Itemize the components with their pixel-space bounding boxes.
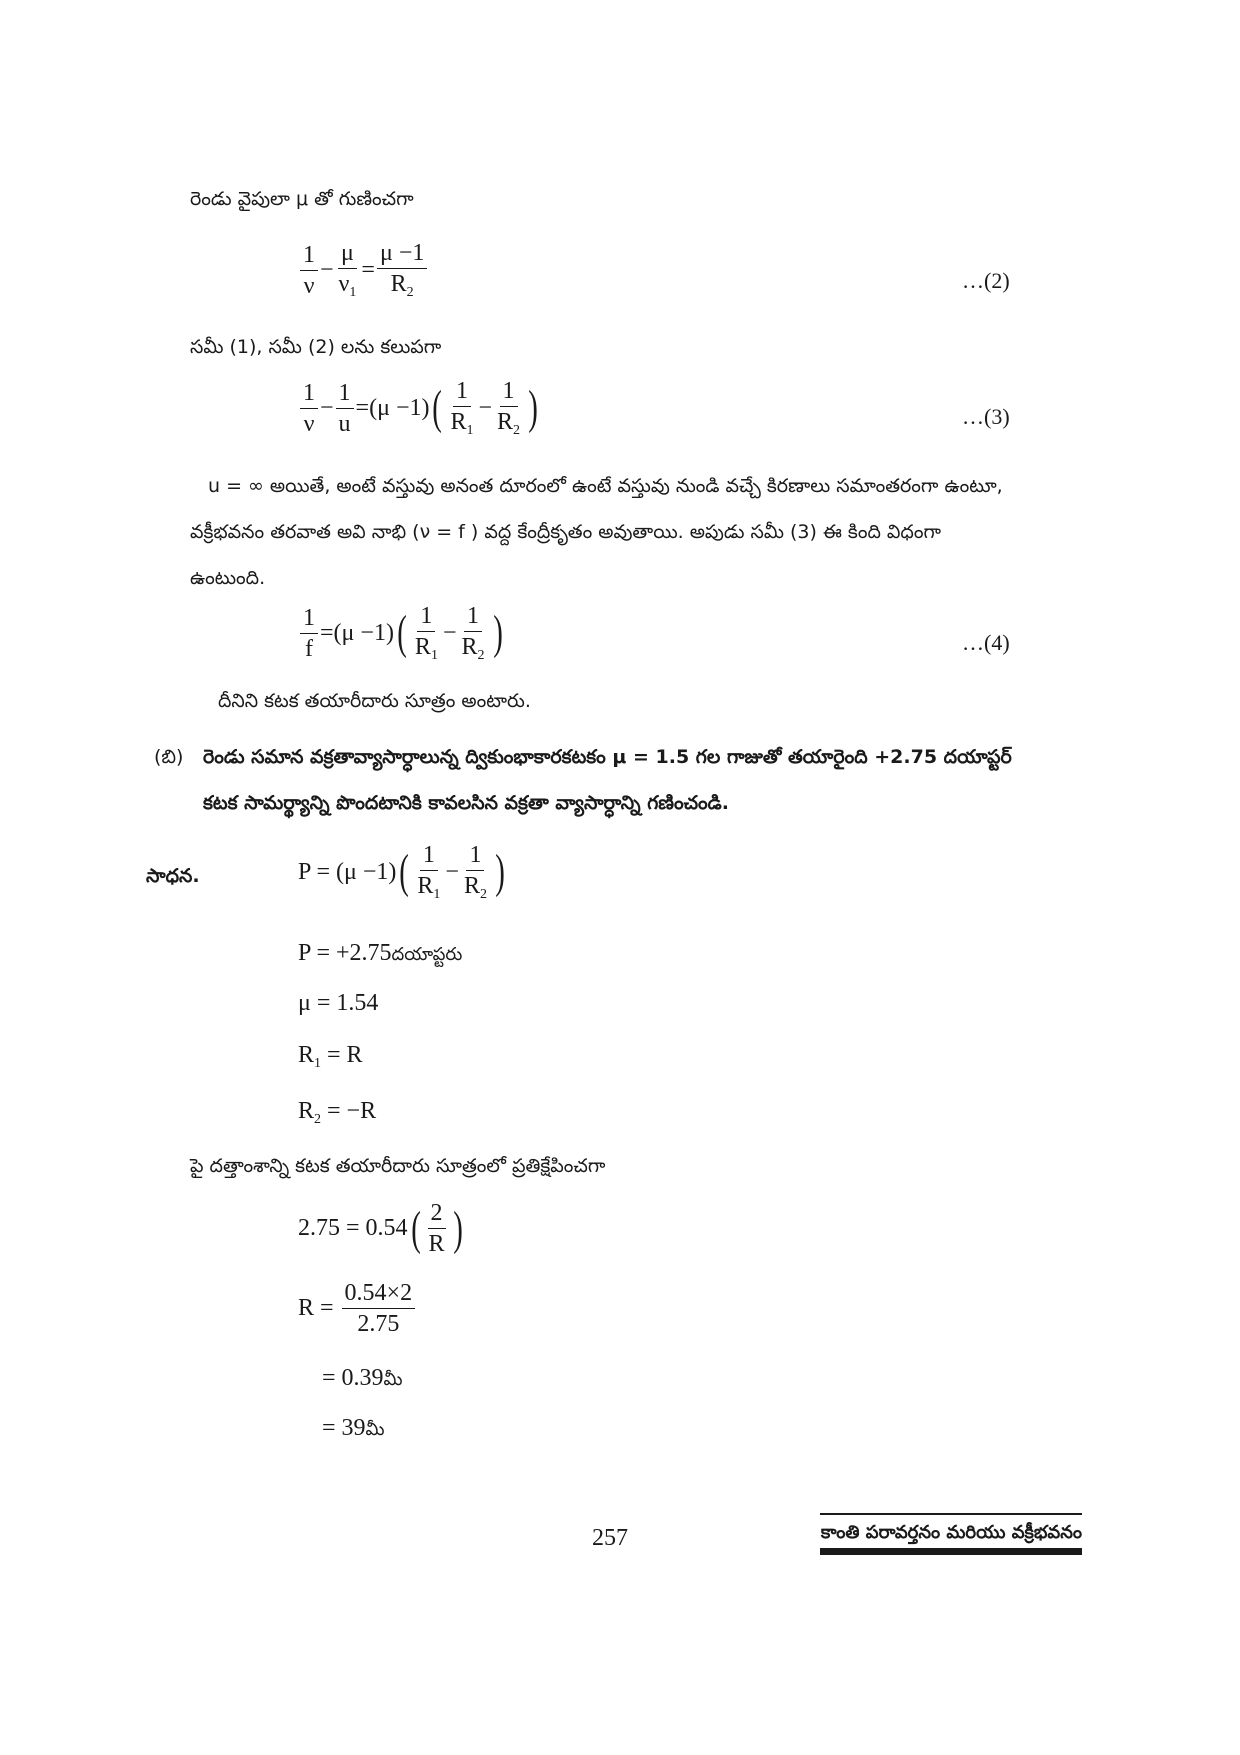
lensmaker-text: దీనిని కటక తయారీదారు సూత్రం అంటారు.: [218, 690, 531, 712]
calc-step-1: 2.75 = 0.54 ( $\frac{2}{R}$ ): [298, 1200, 463, 1258]
r2-value: $R_2 = -R$: [298, 1098, 377, 1127]
footer-bottom-rule: [820, 1548, 1082, 1555]
equation-2: $\frac{1}{\nu}$ − $\frac{\mu}{\nu_1}$ = $\frac{\mu -1}{R_2}$: [298, 240, 429, 301]
equation-3: $\frac{1}{\nu}$ − $\frac{1}{u}$ = (μ −1) ( $\frac{1}{R_1}$ − $\frac{1}{R_2}$ ): [298, 378, 541, 439]
calc-step-3: = 0.39మీ: [322, 1365, 403, 1391]
paragraph-line-2: వక్రీభవనం తరవాత అవి నాభి (ν = f ) వద్ద కేంద్రీకృతం అవుతాయి. అపుడు సమీ (3) ఈ కింది విధంగా: [190, 521, 941, 543]
combine-text: సమీ (1), సమీ (2) లను కలుపగా: [190, 336, 442, 358]
r1-value: $R_1 = R$: [298, 1042, 363, 1071]
calc-step-2: R = $\frac{0.54\times 2}{2.75}$: [298, 1280, 417, 1338]
solution-label: సాధన.: [146, 865, 200, 887]
footer-top-rule: [820, 1513, 1082, 1515]
paragraph-line-3: ఉంటుంది.: [190, 567, 266, 589]
question-label: (బి): [154, 746, 184, 768]
question-line-1: రెండు సమాన వక్రతావ్యాసార్ధాలున్న ద్వికుంభాకారకటకం μ = 1.5 గల గాజుతో తయారైంది +2.75 దయాప్టర్: [203, 746, 1012, 768]
page-number: 257: [592, 1525, 628, 1551]
intro-text: రెండు వైపులా μ తో గుణించగా: [190, 188, 414, 210]
paragraph-line-1: u = ∞ అయితే, అంటే వస్తువు అనంత దూరంలో ఉంటే వస్తువు నుండి వచ్చే కిరణాలు సమాంతరంగా ఉంటూ,: [208, 475, 1003, 497]
refractive-index-value: μ = 1.54: [298, 990, 379, 1016]
equation-3-label: …(3): [962, 404, 1010, 429]
question-line-2: కటక సామర్థ్యాన్ని పొందటానికి కావలసిన వక్రతా వ్యాసార్ధాన్ని గణించండి.: [203, 792, 729, 814]
equation-4-label: …(4): [962, 630, 1010, 655]
substitute-text: పై దత్తాంశాన్ని కటక తయారీదారు సూత్రంలో ప్రతిక్షేపించగా: [190, 1155, 606, 1177]
calc-step-4: = 39మీ: [322, 1415, 385, 1441]
equation-2-label: …(2): [962, 268, 1010, 293]
equation-4: $\frac{1}{f}$ = (μ −1) ( $\frac{1}{R_1}$ − $\frac{1}{R_2}$ ): [298, 603, 505, 664]
power-value: P = +2.75దయాప్టరు: [298, 940, 463, 966]
chapter-title: కాంతి పరావర్తనం మరియు వక్రీభవనం: [820, 1522, 1082, 1543]
solution-power-formula: P = (μ −1) ( $\frac{1}{R_1}$ − $\frac{1}{R_2}$ ): [298, 842, 505, 903]
